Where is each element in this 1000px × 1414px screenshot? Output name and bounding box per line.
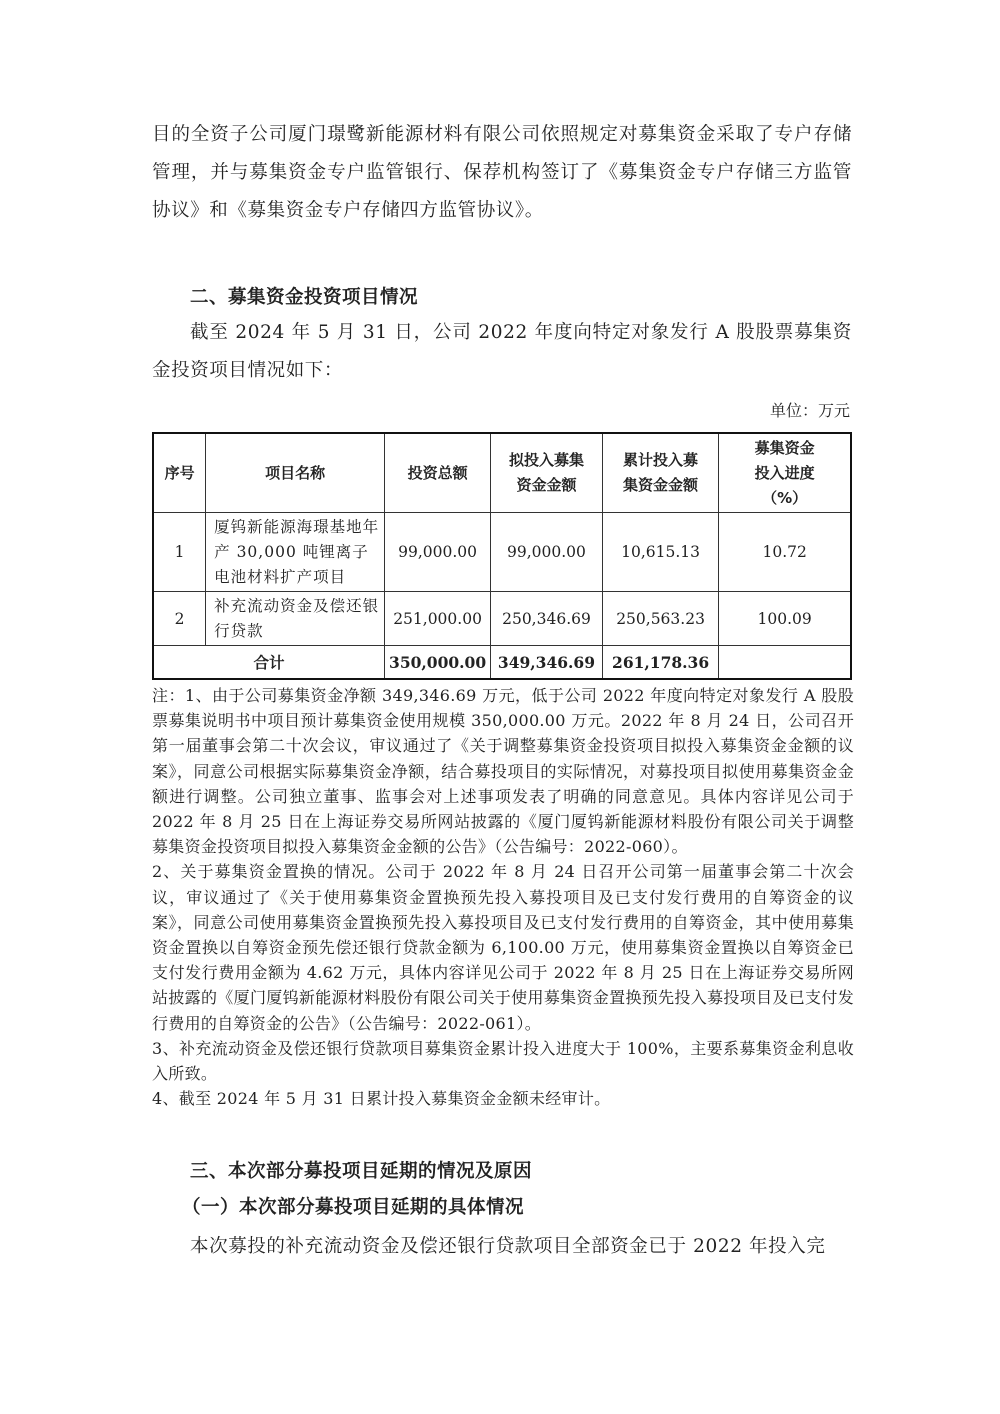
- intro-paragraph: 目的全资子公司厦门璟鹭新能源材料有限公司依照规定对募集资金采取了专户存储管理，并与募集资金专户监管银行、保荐机构签订了《募集资金专户存储三方监管协议》和《募集资金专户存储四方监管协议》。: [152, 124, 852, 221]
- cell-cumulative: 10,615.13: [602, 513, 718, 592]
- cell-total: 99,000.00: [385, 513, 491, 592]
- header-progress-label: 募集资金投入进度（%）: [754, 438, 815, 507]
- total-label: 合计: [153, 646, 385, 680]
- table-row: [153, 592, 851, 646]
- total-progress: [719, 646, 851, 680]
- section-3-subheading: （一）本次部分募投项目延期的具体情况: [182, 1197, 525, 1218]
- section-2-paragraph: 截至 2024 年 5 月 31 日，公司 2022 年度向特定对象发行 A 股股票募集资金投资项目情况如下：: [152, 322, 852, 381]
- cell-progress: 100.09: [719, 592, 851, 646]
- cell-no: 2: [153, 592, 206, 646]
- cell-planned: 250,346.69: [491, 592, 603, 646]
- total-investment: 350,000.00: [385, 646, 491, 680]
- investment-projects-table: [152, 432, 852, 680]
- note-3: 3、补充流动资金及偿还银行贷款项目募集资金累计投入进度大于 100%，主要系募集资金利息收入所致。: [152, 1038, 854, 1084]
- note-1: 注：1、由于公司募集资金净额 349,346.69 万元，低于公司 2022 年度向特定对象发行 A 股股票募集说明书中项目预计募集资金使用规模 350,000.00 万元。2022 年 8 月 24 日，公司召开第一届董事会第二十次会议，审议通过了《关于调整募集资金投资项目拟投入募集资金金额的议案》，同意公司根据实际募集资金净额，结合募投项目的实际情况，对募投项目拟使用募集资金金额进行调整。公司独立董事、监事会对上述事项发表了明确的同意意见。具体内容详见公司于 2022 年 8 月 25 日在上海证券交易所网站披露的《厦门厦钨新能源材料股份有限公司关于调整募集资金投资项目拟投入募集资金金额的公告》（公告编号：2022-060）。: [152, 686, 854, 857]
- header-cumulative-label: 累计投入募集资金金额: [623, 451, 699, 494]
- cell-name: 补充流动资金及偿还银行贷款: [206, 592, 385, 646]
- total-cumulative: 261,178.36: [602, 646, 718, 680]
- cell-name: 厦钨新能源海璟基地年产 30,000 吨锂离子电池材料扩产项目: [206, 513, 385, 592]
- note-4: 4、截至 2024 年 5 月 31 日累计投入募集资金金额未经审计。: [152, 1089, 611, 1109]
- header-cumulative: [602, 433, 718, 513]
- header-name: 项目名称: [206, 433, 385, 513]
- unit-label: 单位：万元: [769, 401, 850, 420]
- cell-no: 1: [153, 513, 206, 592]
- total-planned: 349,346.69: [491, 646, 603, 680]
- header-progress: [719, 433, 851, 513]
- header-planned: [491, 433, 603, 513]
- table-header-row: [153, 433, 851, 513]
- section-2-heading: 二、募集资金投资项目情况: [190, 287, 419, 308]
- table-notes: [152, 683, 854, 1111]
- cell-planned: 99,000.00: [491, 513, 603, 592]
- header-planned-label: 拟投入募集资金金额: [508, 451, 584, 494]
- cell-cumulative: 250,563.23: [602, 592, 718, 646]
- table-total-row: [153, 646, 851, 680]
- table-row: [153, 513, 851, 592]
- section-3-paragraph: 本次募投的补充流动资金及偿还银行贷款项目全部资金已于 2022 年投入完: [190, 1236, 826, 1257]
- header-no: 序号: [153, 433, 206, 513]
- section-3-heading: 三、本次部分募投项目延期的情况及原因: [190, 1161, 533, 1182]
- cell-total: 251,000.00: [385, 592, 491, 646]
- cell-progress: 10.72: [719, 513, 851, 592]
- note-2: 2、关于募集资金置换的情况。公司于 2022 年 8 月 24 日召开公司第一届董事会第二十次会议，审议通过了《关于使用募集资金置换预先投入募投项目及已支付发行费用的自筹资金的议案》，同意公司使用募集资金置换预先投入募投项目及已支付发行费用的自筹资金，其中使用募集资金置换以自筹资金预先偿还银行贷款金额为 6,100.00 万元，使用募集资金置换以自筹资金已支付发行费用金额为 4.62 万元，具体内容详见公司于 2022 年 8 月 25 日在上海证券交易所网站披露的《厦门厦钨新能源材料股份有限公司关于使用募集资金置换预先投入募投项目及已支付发行费用的自筹资金的公告》（公告编号：2022-061）。: [152, 862, 854, 1033]
- header-total: 投资总额: [385, 433, 491, 513]
